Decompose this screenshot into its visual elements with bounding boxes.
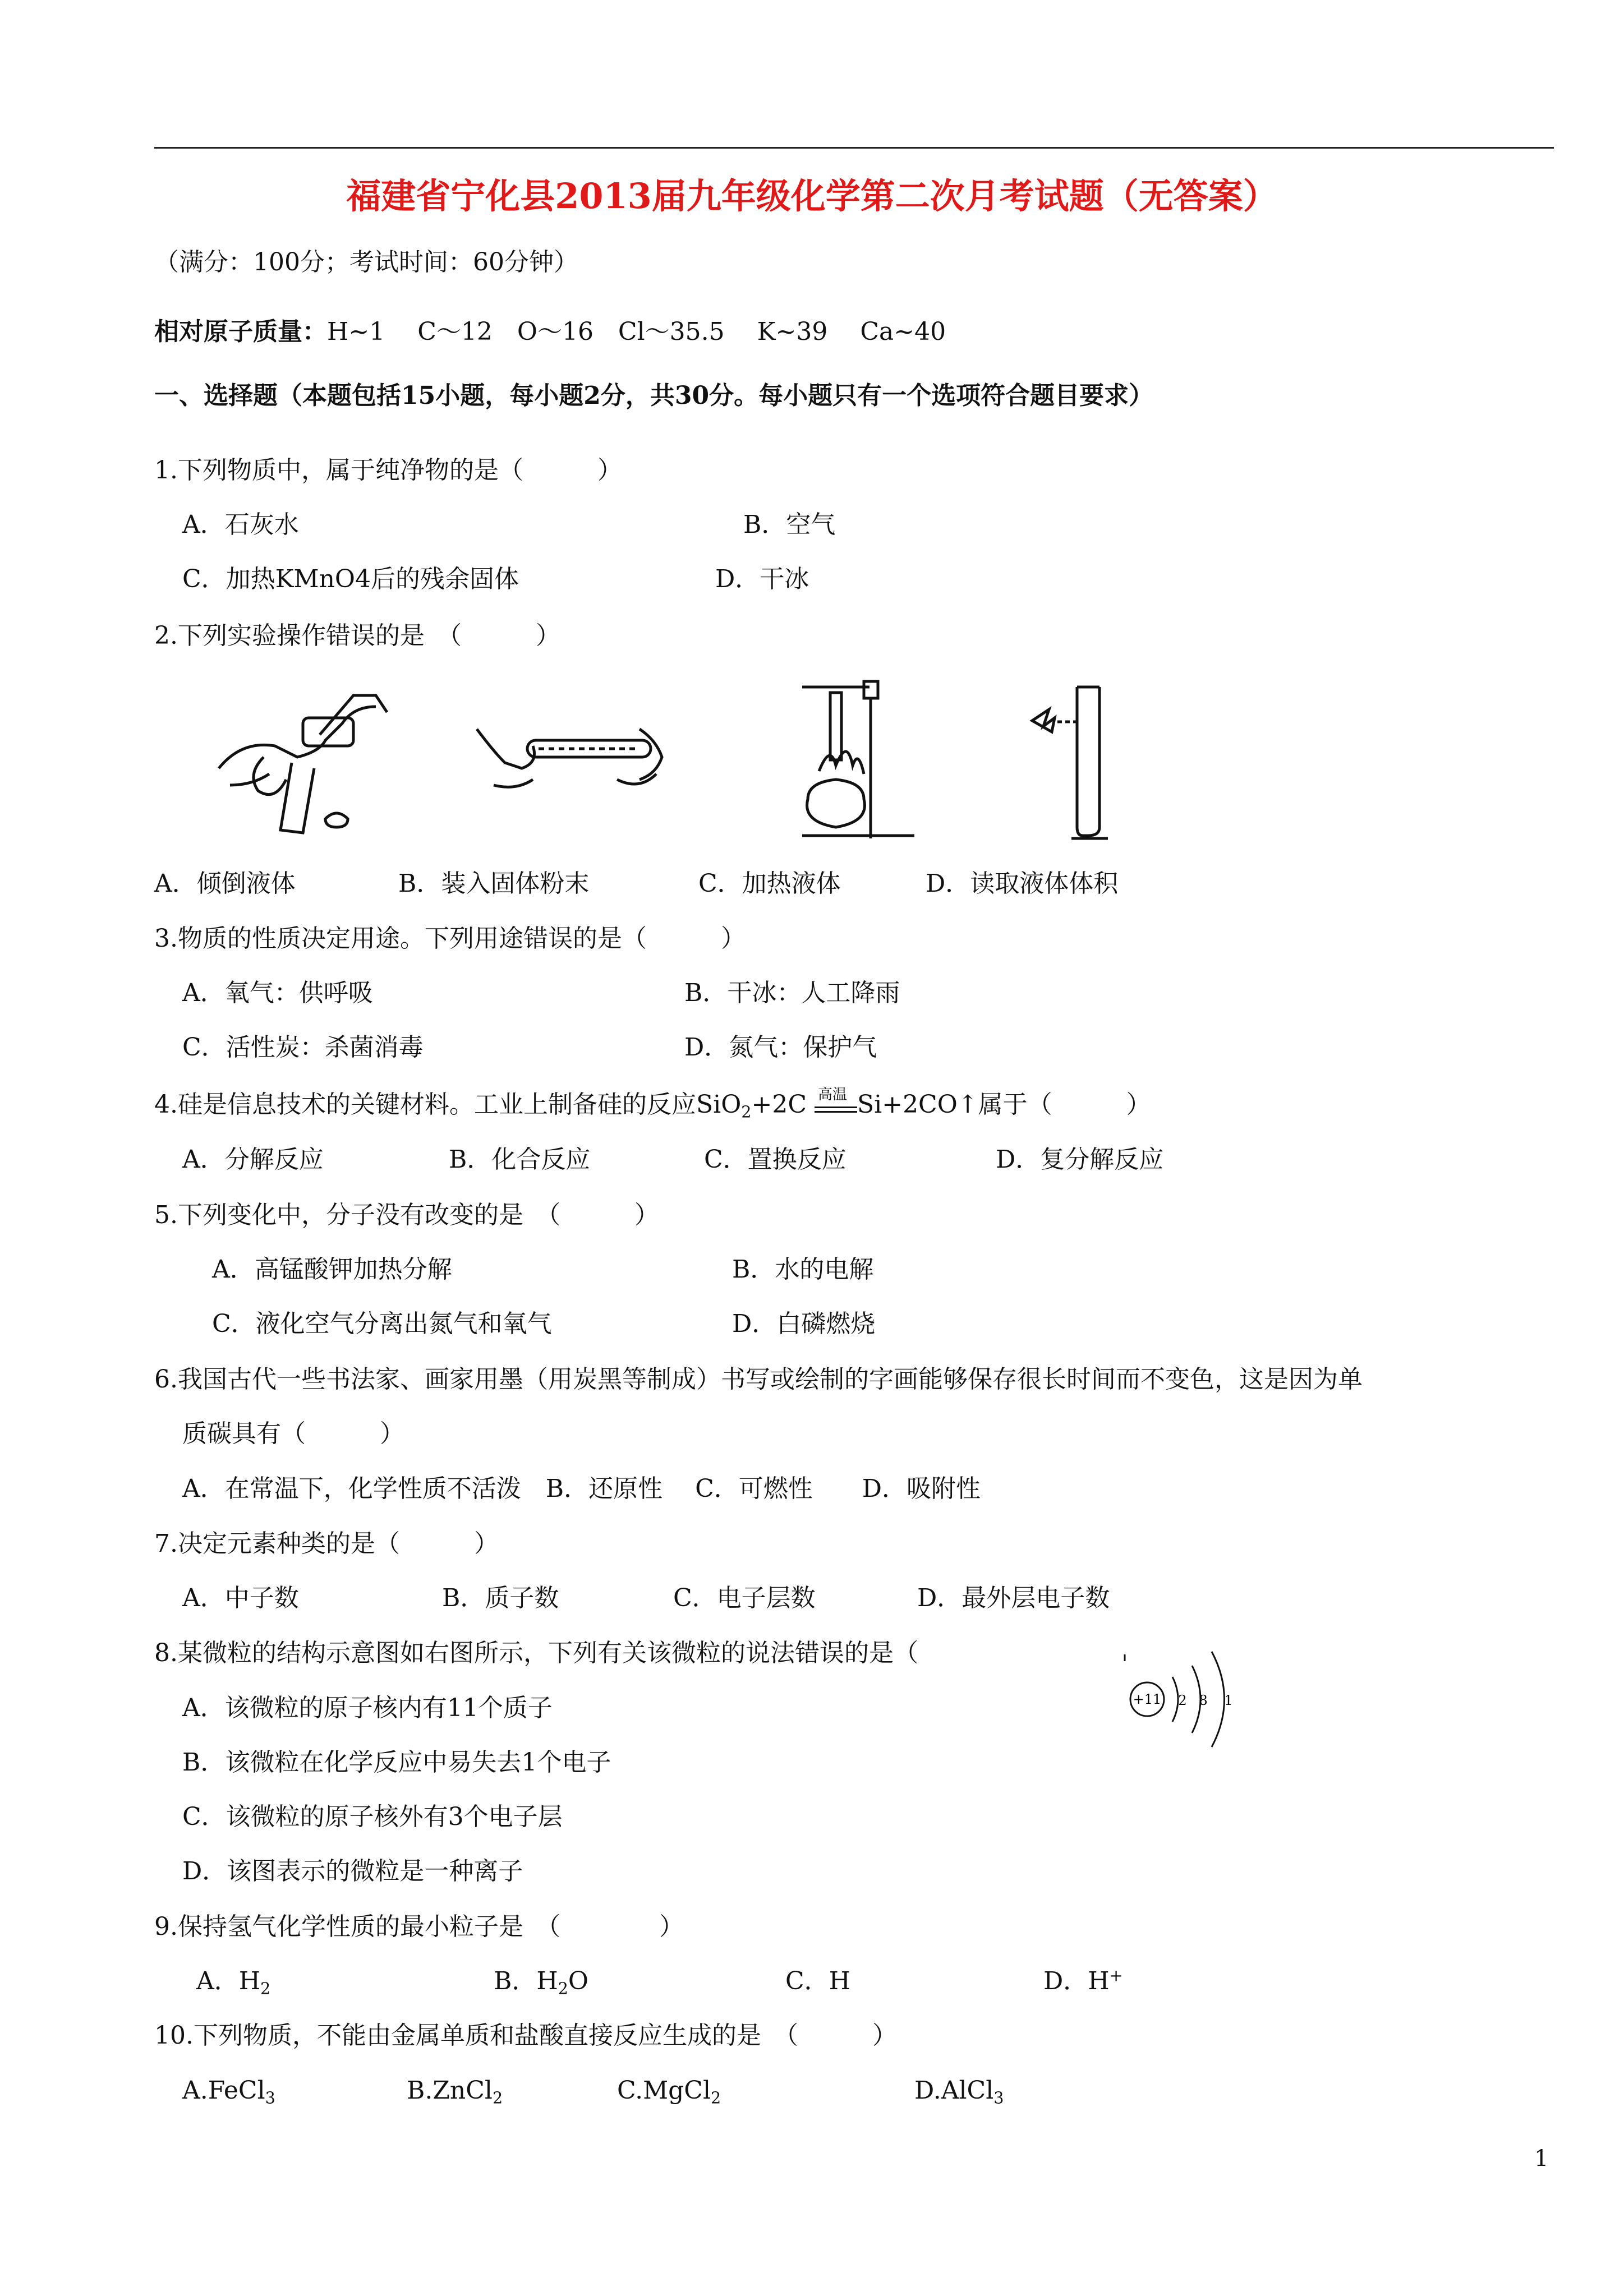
nucleus-charge: +11: [1133, 1691, 1162, 1707]
q4-stem-pre: 4.硅是信息技术的关键材料。工业上制备硅的反应SiO: [154, 1090, 742, 1119]
q3-option-c: C．活性炭：杀菌消毒: [182, 1033, 424, 1062]
q7-option-c: C．电子层数: [673, 1584, 816, 1612]
q1-option-d: D．干冰: [715, 565, 809, 593]
q6-options: A．在常温下，化学性质不活泼 B．还原性 C．可燃性 D．吸附性: [182, 1474, 981, 1503]
q1-option-c: C．加热KMnO4后的残余固体: [182, 565, 519, 593]
q9-option-b: B．$H_2O$: [494, 1967, 588, 1998]
page-number: 1: [1534, 2146, 1549, 2171]
atom-structure-diagram: [1119, 1632, 1265, 1767]
q9-option-c: C．H: [785, 1967, 851, 1995]
q4-condition-label: 高温: [817, 1086, 847, 1103]
q10-stem: 10.下列物质，不能由金属单质和盐酸直接反应生成的是 （ ）: [154, 2021, 897, 2050]
q10-option-b: B.ZnCl$_2$: [407, 2076, 503, 2108]
q8-option-b: B．该微粒在化学反应中易失去1个电子: [182, 1748, 611, 1777]
q8-option-a: A．该微粒的原子核内有11个质子: [182, 1694, 553, 1722]
q10-option-a: A.FeCl$_3$: [182, 2076, 275, 2108]
q7-option-a: A．中子数: [182, 1584, 299, 1612]
q1-stem: 1.下列物质中，属于纯净物的是（ ）: [154, 456, 622, 485]
q4-option-b: B．化合反应: [449, 1145, 591, 1174]
q9-option-d: D．H+: [1043, 1966, 1123, 1995]
q4-stem-post: Si+2CO↑属于（ ）: [857, 1090, 1151, 1119]
q7-stem: 7.决定元素种类的是（ ）: [154, 1529, 499, 1558]
q4-stem: [154, 1086, 1151, 1122]
q5-option-d: D．白磷燃烧: [732, 1310, 876, 1338]
q4-condition-arrow: [815, 1086, 857, 1118]
exam-info: （满分：100分；考试时间：60分钟）: [154, 248, 578, 276]
q2-option-b: B．装入固体粉末: [398, 869, 590, 898]
q5-stem: 5.下列变化中，分子没有改变的是 （ ）: [154, 1201, 659, 1229]
atomic-masses-label: 相对原子质量：: [154, 317, 327, 346]
shell-1-electrons: 2: [1178, 1693, 1187, 1708]
q6-stem-line2: 质碳具有（ ）: [182, 1419, 404, 1448]
q5-option-c: C．液化空气分离出氮气和氧气: [212, 1310, 552, 1338]
q6-stem-line1: 6.我国古代一些书法家、画家用墨（用炭黑等制成）书写或绘制的字画能够保存很长时间而不变色，这是因为单: [154, 1365, 1363, 1394]
q2-option-d: D．读取液体体积: [926, 869, 1119, 898]
q3-option-d: D．氮气：保护气: [684, 1033, 877, 1062]
section-heading: 一、选择题（本题包括15小题，每小题2分，共30分。每小题只有一个选项符合题目要求）: [154, 381, 1154, 410]
q2-option-a: A．倾倒液体: [154, 869, 296, 898]
q1-option-b: B．空气: [743, 510, 836, 539]
page-title: 福建省宁化县2013届九年级化学第二次月考试题（无答案）: [346, 176, 1278, 216]
q7-option-d: D．最外层电子数: [917, 1584, 1110, 1612]
q3-option-b: B．干冰：人工降雨: [684, 979, 900, 1007]
q9-stem: 9.保持氢气化学性质的最小粒子是 （ ）: [154, 1912, 684, 1941]
shell-3-electrons: 1: [1224, 1693, 1233, 1708]
q10-option-c: C.MgCl$_2$: [617, 2076, 721, 2108]
q2-stem: 2.下列实验操作错误的是 （ ）: [154, 621, 560, 650]
q5-option-b: B．水的电解: [732, 1255, 874, 1284]
q9-option-a: A．$H_2$: [196, 1967, 271, 1998]
heat-liquid-illustration: [785, 676, 931, 844]
q8-option-c: C．该微粒的原子核外有3个电子层: [182, 1802, 563, 1831]
q5-option-a: A．高锰酸钾加热分解: [212, 1255, 452, 1284]
q10-option-d: D.AlCl$_3$: [914, 2076, 1004, 2108]
atomic-masses-values: H~1 C～12 O～16 Cl～35.5 K~39 Ca~40: [327, 317, 946, 346]
q3-stem: 3.物质的性质决定用途。下列用途错误的是（ ）: [154, 924, 746, 953]
pour-liquid-illustration: [208, 673, 410, 836]
q1-option-a: A．石灰水: [182, 510, 299, 539]
q3-option-a: A．氧气：供呼吸: [182, 979, 373, 1007]
read-volume-illustration: [1027, 676, 1128, 844]
solid-powder-illustration: [471, 707, 684, 802]
atomic-masses: [154, 316, 946, 348]
header-rule: [154, 147, 1554, 149]
q4-option-c: C．置换反应: [704, 1145, 846, 1174]
q4-option-a: A．分解反应: [182, 1145, 324, 1174]
shell-2-electrons: 8: [1199, 1693, 1208, 1708]
q2-option-c: C．加热液体: [698, 869, 841, 898]
q7-option-b: B．质子数: [442, 1584, 559, 1612]
q8-stem: 8.某微粒的结构示意图如右图所示，下列有关该微粒的说法错误的是（: [154, 1639, 918, 1667]
q4-stem-mid: +2C: [751, 1090, 815, 1119]
q4-sio2-subscript: 2: [741, 1102, 752, 1122]
q8-option-d: D．该图表示的微粒是一种离子: [182, 1857, 523, 1885]
q4-option-d: D．复分解反应: [996, 1145, 1164, 1174]
